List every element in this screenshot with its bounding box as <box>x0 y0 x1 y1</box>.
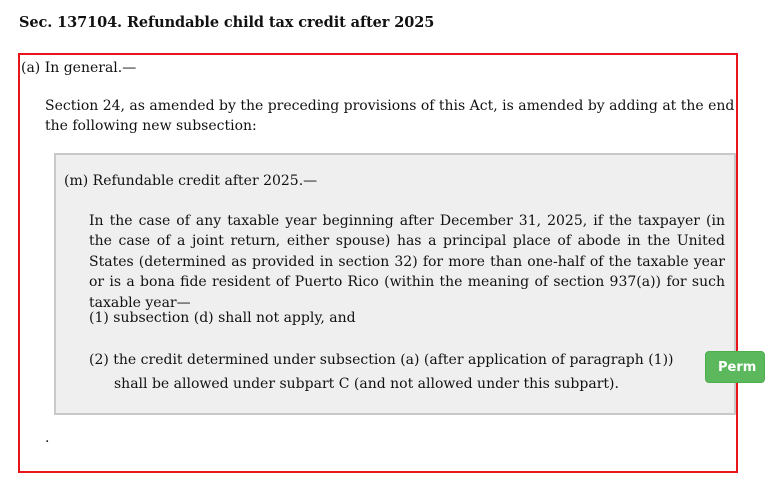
subsection-a-label: (a) In general.— <box>21 60 137 76</box>
section-heading: Sec. 137104. Refundable child tax credit after 2025 <box>19 14 435 31</box>
inserted-subsection-box <box>54 153 736 415</box>
end-mark: . <box>45 430 50 446</box>
permalink-button[interactable]: Perm <box>705 351 765 383</box>
paragraph-2: (2) the credit determined under subsection (a) (after application of paragraph (1)) shall be allowed under subpart C (and not allowed under this subpart). <box>89 352 674 392</box>
highlighted-amendment-box <box>18 53 738 473</box>
paragraph-1: (1) subsection (d) shall not apply, and <box>89 310 356 326</box>
subsection-a-intro: Section 24, as amended by the preceding provisions of this Act, is amended by adding at the end the following new subsection: <box>45 98 735 134</box>
subsection-m-label: (m) Refundable credit after 2025.— <box>64 173 318 189</box>
subsection-m-body: In the case of any taxable year beginning after December 31, 2025, if the taxpayer (in the case of a joint return, either spouse) has a principal place of abode in the United States (determined as provided in section 32) for more than one-half of the taxable year or is a bona fide resident of Puerto Rico (within the meaning of section 937(a)) for such taxable year— <box>89 213 725 311</box>
